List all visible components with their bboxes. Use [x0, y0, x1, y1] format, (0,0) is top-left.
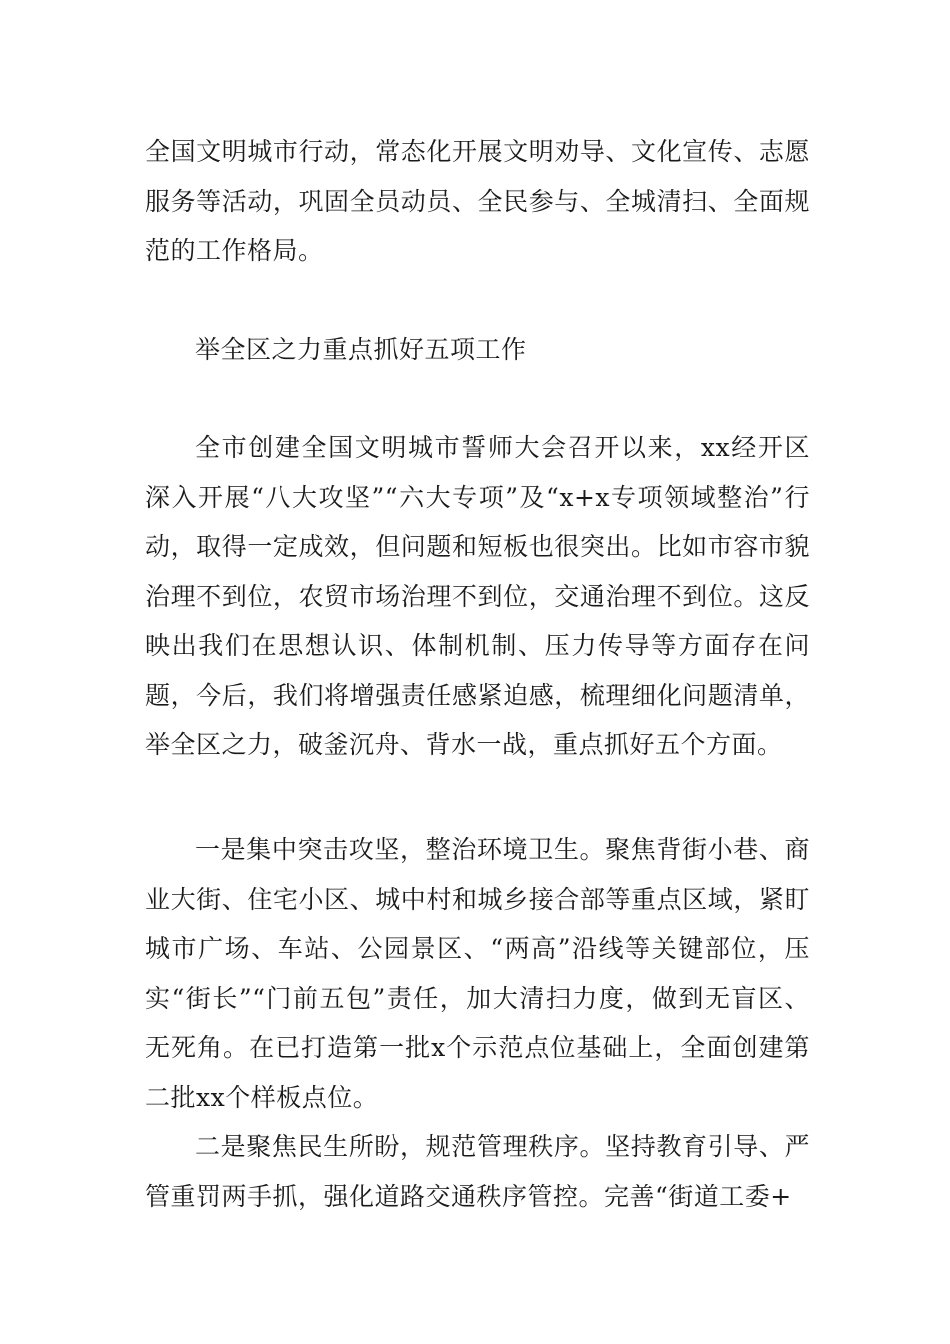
intro-paragraph: 全市创建全国文明城市誓师大会召开以来，xx经开区深入开展“八大攻坚”“六大专项”及“x+x专项领域整治”行动，取得一定成效，但问题和短板也很突出。比如市容市貌治理不到位，农贸市场治理不到位，交通治理不到位。这反映出我们在思想认识、体制机制、压力传导等方面存在问题，今后，我们将增强责任感紧迫感，梳理细化问题清单，举全区之力，破釜沉舟、背水一战，重点抓好五个方面。: [145, 433, 810, 759]
item-two-paragraph: 二是聚焦民生所盼，规范管理秩序。坚持教育引导、严管重罚两手抓，强化道路交通秩序管控。完善“街道工委+: [145, 1132, 810, 1211]
section-heading: 举全区之力重点抓好五项工作: [195, 335, 527, 364]
item-one-paragraph: 一是集中突击攻坚，整治环境卫生。聚焦背街小巷、商业大街、住宅小区、城中村和城乡接合部等重点区域，紧盯城市广场、车站、公园景区、“两高”沿线等关键部位，压实“街长”“门前五包”责任，加大清扫力度，做到无盲区、无死角。在已打造第一批x个示范点位基础上，全面创建第二批xx个样板点位。: [145, 835, 810, 1112]
continuation-paragraph: 全国文明城市行动，常态化开展文明劝导、文化宣传、志愿服务等活动，巩固全员动员、全民参与、全城清扫、全面规范的工作格局。: [145, 137, 810, 265]
